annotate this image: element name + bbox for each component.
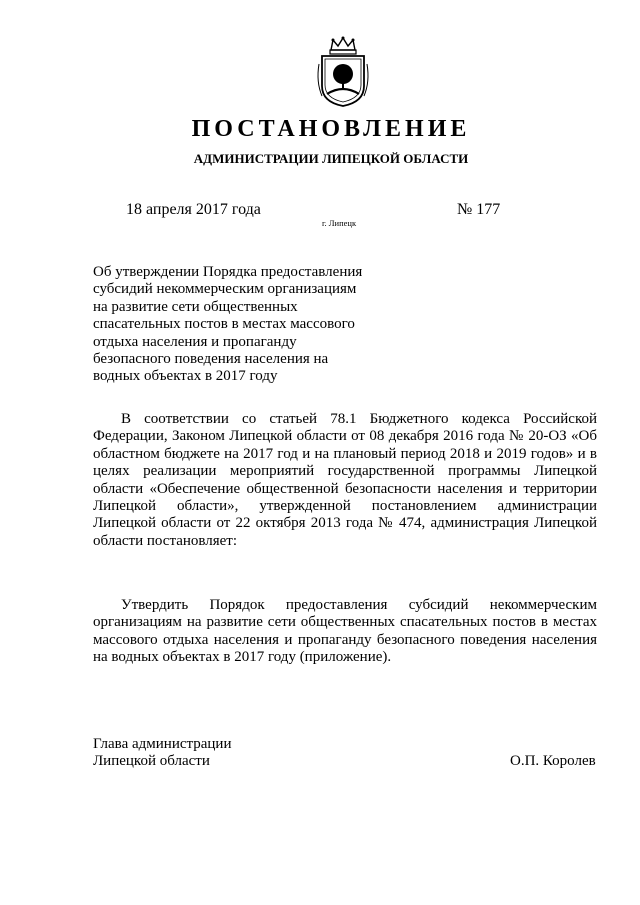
document-subtitle: АДМИНИСТРАЦИИ ЛИПЕЦКОЙ ОБЛАСТИ xyxy=(193,151,469,166)
coat-of-arms-emblem xyxy=(313,36,373,108)
subject-line: Об утверждении Порядка предоставления xyxy=(93,264,363,280)
paragraph-line: Утвердить Порядок предоставления субсидий некоммерческим xyxy=(121,597,597,613)
paragraph-line: массового отдыха населения и пропаганду безопасного поведения населения xyxy=(93,631,597,648)
paragraph-line: на водных объектах в 2017 году (приложение). xyxy=(93,649,392,666)
document-number: № 177 xyxy=(457,201,501,218)
subject-line: субсидий некоммерческим организациям xyxy=(93,281,357,298)
paragraph-line: областном бюджете на 2017 год и на плановый период 2018 и 2019 годов» и в xyxy=(93,445,597,462)
preamble-paragraph xyxy=(93,411,597,550)
paragraph-line: области «Обеспечение общественной безопасности населения и территории xyxy=(93,480,597,497)
paragraph-line: области постановляет: xyxy=(93,532,238,549)
paragraph-line: Федерации, Законом Липецкой области от 08 декабря 2016 года № 20-ОЗ «Об xyxy=(93,428,597,445)
signatory-position xyxy=(93,736,231,771)
document-date: 18 апреля 2017 года xyxy=(126,201,261,218)
paragraph-line: Липецкой области», утвержденной постановлением администрации xyxy=(93,498,597,515)
paragraph-line: целях реализации мероприятий государственной программы Липецкой xyxy=(93,463,597,480)
subject-line: безопасного поведения населения на xyxy=(93,351,329,368)
paragraph-line: организациям на развитие сети общественных спасательных постов в местах xyxy=(93,614,597,631)
signatory-position-line: Липецкой области xyxy=(93,753,210,770)
signatory-name: О.П. Королев xyxy=(510,753,596,769)
paragraph-line: В соответствии со статьей 78.1 Бюджетного кодекса Российской xyxy=(121,411,597,427)
decision-paragraph xyxy=(93,597,597,667)
signatory-position-line: Глава администрации xyxy=(93,736,232,752)
paragraph-line: Липецкой области от 22 октября 2013 года № 474, администрация Липецкой xyxy=(93,515,597,532)
subject-line: спасательных постов в местах массового xyxy=(93,316,355,333)
document-title: ПОСТАНОВЛЕНИЕ xyxy=(191,116,471,142)
document-city: г. Липецк xyxy=(322,218,357,228)
subject-line: на развитие сети общественных xyxy=(93,298,298,315)
document-subject xyxy=(93,264,383,386)
subject-line: отдыха населения и пропаганду xyxy=(93,333,297,350)
subject-line: водных объектах в 2017 году xyxy=(93,368,278,385)
